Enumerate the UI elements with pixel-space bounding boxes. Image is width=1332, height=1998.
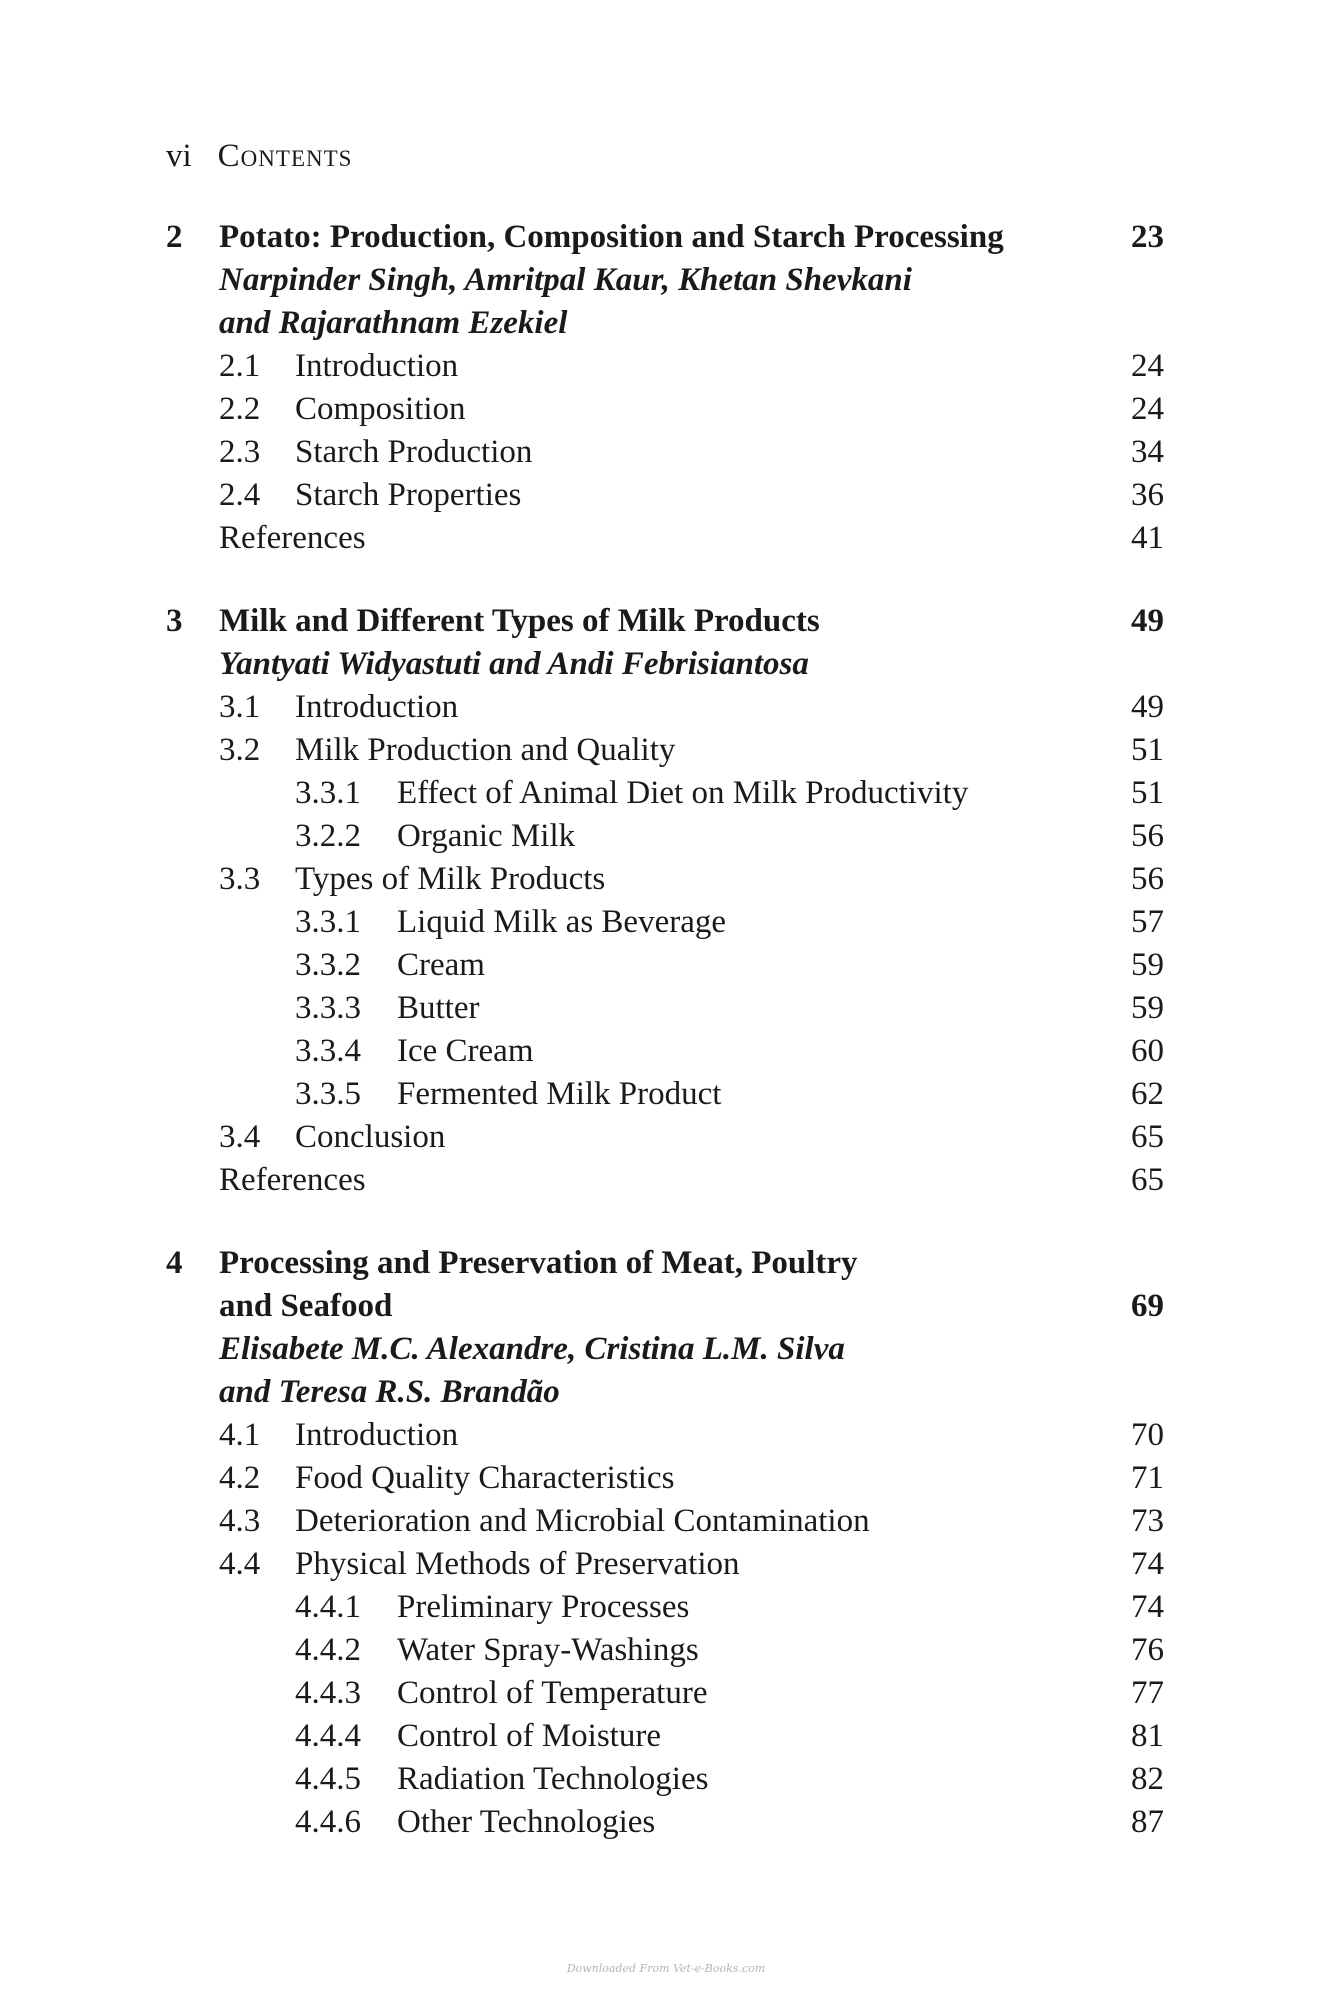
toc-entry-2-references[interactable] [0, 517, 1332, 560]
subsection-number: 3.3.4 [295, 1033, 361, 1069]
section-number: 3.1 [219, 689, 261, 725]
subsection-number: 3.3.2 [295, 947, 361, 983]
toc-entry-4-4-3[interactable] [0, 1672, 1332, 1715]
section-number: 4.1 [219, 1417, 261, 1453]
subsection-title: Effect of Animal Diet on Milk Productivity [397, 775, 969, 811]
toc-entry-4-4-6[interactable] [0, 1801, 1332, 1844]
toc-entry-3-references[interactable] [0, 1159, 1332, 1202]
subsection-title: Water Spray-Washings [397, 1632, 699, 1668]
subsection-number: 4.4.1 [295, 1589, 361, 1625]
subsection-title: Preliminary Processes [397, 1589, 690, 1625]
subsection-title: Organic Milk [397, 818, 576, 854]
toc-entry-3-3[interactable] [0, 858, 1332, 901]
subsection-number: 3.3.1 [295, 775, 361, 811]
chapter-2-entry[interactable] [0, 216, 1332, 259]
chapter-4-entry[interactable] [0, 1242, 1332, 1285]
subsection-title: Control of Moisture [397, 1718, 661, 1754]
page-ref: 69 [1131, 1288, 1164, 1324]
section-title: Physical Methods of Preservation [295, 1546, 740, 1582]
toc-entry-2-3[interactable] [0, 431, 1332, 474]
section-number: 4.4 [219, 1546, 261, 1582]
toc-entry-4-4-1[interactable] [0, 1586, 1332, 1629]
section-title: Milk Production and Quality [295, 732, 676, 768]
chapter-2-authors [0, 259, 1332, 302]
toc-entry-3-4[interactable] [0, 1116, 1332, 1159]
section-number: 2.3 [219, 434, 261, 470]
page-ref: 51 [1131, 732, 1164, 768]
toc-entry-4-4-2[interactable] [0, 1629, 1332, 1672]
page-ref: 73 [1131, 1503, 1164, 1539]
toc-entry-4-4-4[interactable] [0, 1715, 1332, 1758]
subsection-title: Control of Temperature [397, 1675, 708, 1711]
toc-entry-2-2[interactable] [0, 388, 1332, 431]
page-ref: 62 [1131, 1076, 1164, 1112]
subsection-title: Other Technologies [397, 1804, 656, 1840]
footer-watermark: Downloaded From Vet-e-Books.com [566, 1962, 766, 1975]
page-ref: 77 [1131, 1675, 1164, 1711]
chapter-3-authors [0, 643, 1332, 686]
toc-entry-3-1[interactable] [0, 686, 1332, 729]
chapter-number: 3 [166, 603, 183, 639]
section-number: 3.3 [219, 861, 261, 897]
subsection-number: 4.4.2 [295, 1632, 361, 1668]
page-ref: 82 [1131, 1761, 1164, 1797]
page-ref: 71 [1131, 1460, 1164, 1496]
toc-entry-3-2-1[interactable] [0, 772, 1332, 815]
toc-entry-3-3-3[interactable] [0, 987, 1332, 1030]
page-ref: 49 [1131, 689, 1164, 725]
section-title: Introduction [295, 348, 459, 384]
page-ref: 56 [1131, 818, 1164, 854]
page-ref: 34 [1131, 434, 1164, 470]
authors-line: Narpinder Singh, Amritpal Kaur, Khetan Shevkani [219, 262, 912, 298]
section-number: 3.4 [219, 1119, 261, 1155]
authors-line: Elisabete M.C. Alexandre, Cristina L.M. Silva [219, 1331, 845, 1367]
page-ref: 24 [1131, 391, 1164, 427]
authors-line: and Rajarathnam Ezekiel [219, 305, 568, 341]
page-ref: 70 [1131, 1417, 1164, 1453]
page-ref: 87 [1131, 1804, 1164, 1840]
authors-line: Yantyati Widyastuti and Andi Febrisiantosa [219, 646, 809, 682]
subsection-title: Fermented Milk Product [397, 1076, 722, 1112]
chapter-number: 4 [166, 1245, 183, 1281]
page-ref: 74 [1131, 1589, 1164, 1625]
section-title: Composition [295, 391, 466, 427]
page-ref: 81 [1131, 1718, 1164, 1754]
toc-entry-2-1[interactable] [0, 345, 1332, 388]
page-ref: 51 [1131, 775, 1164, 811]
toc-entry-4-3[interactable] [0, 1500, 1332, 1543]
chapter-title: Milk and Different Types of Milk Products [219, 603, 820, 639]
section-number: 3.2 [219, 732, 261, 768]
toc-entry-3-3-4[interactable] [0, 1030, 1332, 1073]
toc-entry-3-2[interactable] [0, 729, 1332, 772]
page-ref: 56 [1131, 861, 1164, 897]
chapter-title: Potato: Production, Composition and Starch Processing [219, 219, 1004, 255]
section-title: Introduction [295, 1417, 459, 1453]
subsection-number: 4.4.5 [295, 1761, 361, 1797]
page-ref: 57 [1131, 904, 1164, 940]
chapter-4-authors-cont [0, 1371, 1332, 1414]
section-number: 4.3 [219, 1503, 261, 1539]
page-ref: 36 [1131, 477, 1164, 513]
authors-line: and Teresa R.S. Brandão [219, 1374, 560, 1410]
page-ref: 74 [1131, 1546, 1164, 1582]
section-number: 2.1 [219, 348, 261, 384]
section-title: Starch Properties [295, 477, 522, 513]
toc-entry-4-2[interactable] [0, 1457, 1332, 1500]
page-ref: 65 [1131, 1162, 1164, 1198]
section-title: Types of Milk Products [295, 861, 606, 897]
section-number: 2.2 [219, 391, 261, 427]
subsection-title: Ice Cream [397, 1033, 534, 1069]
section-title: Conclusion [295, 1119, 446, 1155]
subsection-number: 4.4.6 [295, 1804, 361, 1840]
subsection-number: 3.3.3 [295, 990, 361, 1026]
subsection-number: 3.3.5 [295, 1076, 361, 1112]
references-title: References [219, 520, 366, 556]
toc-entry-2-4[interactable] [0, 474, 1332, 517]
running-title: Contents [217, 138, 353, 174]
running-header [166, 136, 352, 176]
subsection-title: Cream [397, 947, 485, 983]
subsection-number: 4.4.3 [295, 1675, 361, 1711]
toc-entry-4-1[interactable] [0, 1414, 1332, 1457]
subsection-number: 3.3.1 [295, 904, 361, 940]
chapter-title-cont: and Seafood [219, 1288, 393, 1324]
subsection-number: 3.2.2 [295, 818, 361, 854]
subsection-title: Liquid Milk as Beverage [397, 904, 727, 940]
subsection-number: 4.4.4 [295, 1718, 361, 1754]
section-title: Food Quality Characteristics [295, 1460, 675, 1496]
section-number: 4.2 [219, 1460, 261, 1496]
page-ref: 76 [1131, 1632, 1164, 1668]
toc-entry-4-4-5[interactable] [0, 1758, 1332, 1801]
chapter-2-authors-cont [0, 302, 1332, 345]
chapter-title: Processing and Preservation of Meat, Poultry [219, 1245, 858, 1281]
page-ref: 65 [1131, 1119, 1164, 1155]
page-number: vi [166, 138, 192, 174]
section-title: Introduction [295, 689, 459, 725]
references-title: References [219, 1162, 366, 1198]
toc-entry-3-2-2[interactable] [0, 815, 1332, 858]
page-ref: 41 [1131, 520, 1164, 556]
page-ref: 59 [1131, 990, 1164, 1026]
toc-entry-4-4[interactable] [0, 1543, 1332, 1586]
subsection-title: Butter [397, 990, 480, 1026]
toc-entry-3-3-5[interactable] [0, 1073, 1332, 1116]
toc-entry-3-3-1[interactable] [0, 901, 1332, 944]
page-ref: 49 [1131, 603, 1164, 639]
chapter-4-entry-cont[interactable] [0, 1285, 1332, 1328]
chapter-3-entry[interactable] [0, 600, 1332, 643]
toc-entry-3-3-2[interactable] [0, 944, 1332, 987]
chapter-4-authors [0, 1328, 1332, 1371]
page-ref: 23 [1131, 219, 1164, 255]
page-ref: 60 [1131, 1033, 1164, 1069]
page-ref: 59 [1131, 947, 1164, 983]
chapter-number: 2 [166, 219, 183, 255]
section-title: Starch Production [295, 434, 533, 470]
subsection-title: Radiation Technologies [397, 1761, 709, 1797]
section-title: Deterioration and Microbial Contamination [295, 1503, 870, 1539]
section-number: 2.4 [219, 477, 261, 513]
page-ref: 24 [1131, 348, 1164, 384]
